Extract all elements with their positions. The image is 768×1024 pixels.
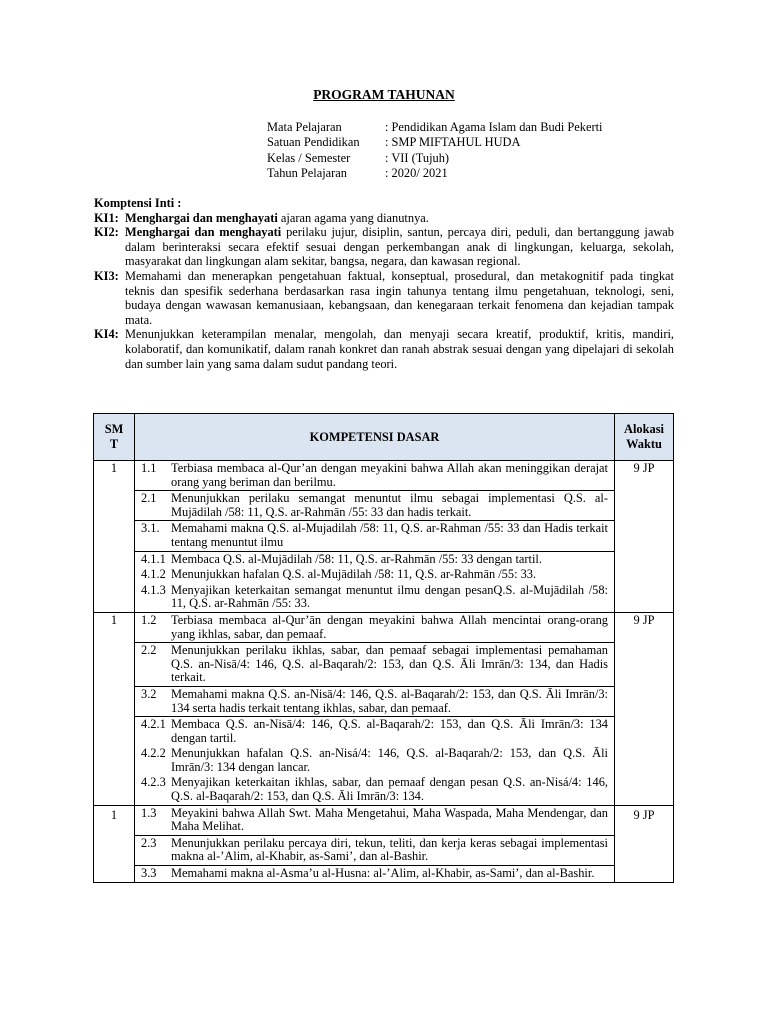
kd-entry	[135, 613, 614, 643]
ki-text	[125, 327, 674, 371]
kd-number: 4.2.2	[141, 746, 166, 761]
kd-text: Menunjukkan perilaku semangat menuntut ilmu sebagai implementasi Q.S. al-Mujādilah /58: 11, Q.S. ar-Rahmān /55: 33 dan hadis terkait.	[171, 491, 608, 519]
kd-cell	[135, 612, 615, 805]
info-value: : SMP MIFTAHUL HUDA	[385, 135, 521, 150]
kd-number: 4.2.3	[141, 775, 166, 790]
smt-cell: 1	[94, 461, 135, 613]
ki-item-1	[94, 211, 674, 226]
kd-text: Menunjukkan perilaku percaya diri, tekun, teliti, dan kerja keras sebagai implementasi makna al-’Alim, al-Khabir, as-Sami’, dan al-Bashir.	[171, 835, 608, 864]
kd-entry	[135, 461, 614, 491]
kd-number: 4.1.3	[141, 582, 166, 597]
kd-entry	[135, 583, 614, 612]
kd-text: Menunjukkan perilaku ikhlas, sabar, dan pemaaf sebagai implementasi pemahaman Q.S. an-Nisā/4: 146, Q.S. al-Baqarah/2: 153, dan Q.S. Āli Imrān/3: 134, dan Hadis terkait.	[171, 643, 608, 685]
document-info	[267, 120, 603, 181]
ki-item-3	[94, 269, 674, 327]
info-key: Mata Pelajaran	[267, 120, 342, 134]
ki-bold-text: Menghargai dan menghayati	[125, 210, 278, 225]
table-row	[94, 612, 674, 805]
info-row-class	[267, 151, 603, 166]
kompetensi-dasar-table	[93, 413, 674, 883]
ki-bold-text: Menghargai dan menghayati	[125, 225, 282, 240]
info-value: : Pendidikan Agama Islam dan Budi Pekerti	[385, 120, 603, 134]
kd-entry	[135, 836, 614, 866]
ki-body-text: perilaku jujur, disiplin, santun, percaya diri, peduli, dan bertanggung jawab dalam berinteraksi secara efektif sesuai dengan perkembangan anak di lingkungan, keluarga, sekolah, masyarakat dan lingkungan alam sekitar, bangsa, negara, dan kawasan regional.	[125, 225, 674, 269]
kd-cell	[135, 805, 615, 882]
kd-text: Menunjukkan hafalan Q.S. al-Mujādilah /58: 11, Q.S. ar-Rahmān /55: 33.	[171, 567, 537, 582]
kd-text: Menunjukkan hafalan Q.S. an-Nisá/4: 146, Q.S. al-Baqarah/2: 153, dan Q.S. Āli Imrān/3: 134 dengan lancar.	[171, 746, 608, 774]
kd-entry	[135, 521, 614, 551]
kd-entry	[135, 746, 614, 775]
ki-item-4	[94, 327, 674, 371]
kd-entry	[135, 567, 614, 583]
ki-body-text: Memahami dan menerapkan pengetahuan faktual, konseptual, prosedural, dan metakognitif pada tingkat teknis dan spesifik sederhana berdasarkan rasa ingin tahunya tentang ilmu pengetahuan, teknologi, seni, budaya dengan wawasan kemanusiaan, kebangsaan, dan kenegaraan terkait fenomena dan kejadian tampak mata.	[125, 268, 674, 327]
header-alokasi-waktu: Alokasi Waktu	[615, 414, 674, 461]
kd-text: Menyajikan keterkaitan ikhlas, sabar, dan pemaaf dengan pesan Q.S. an-Nisá/4: 146, Q.S. al-Baqarah/2: 153, dan Q.S. Āli Imrān/3: 134.	[171, 775, 608, 804]
info-row-subject	[267, 120, 603, 135]
header-kompetensi-dasar: KOMPETENSI DASAR	[135, 414, 615, 461]
kd-number: 1.3	[141, 805, 157, 820]
info-row-year	[267, 166, 603, 181]
kd-number: 1.1	[141, 461, 157, 475]
info-value: : VII (Tujuh)	[385, 150, 450, 165]
ki-body-text: ajaran agama yang dianutnya.	[277, 210, 429, 225]
info-key: Tahun Pelajaran	[267, 165, 347, 180]
ki-label: KI4:	[94, 327, 119, 342]
ki-label: KI3:	[94, 268, 119, 283]
info-key: Kelas / Semester	[267, 150, 351, 165]
table-header-row	[94, 414, 674, 461]
kd-entry	[135, 806, 614, 836]
ki-body-text: Menunjukkan keterampilan menalar, mengolah, dan menyaji secara kreatif, produktif, kritis, mandiri, kolaboratif, dan komunikatif, dalam ranah konkret dan ranah abstrak sesuai dengan yang dipelajari di sekolah dan sumber lain yang sama dalam sudut pandang teori.	[125, 327, 674, 371]
table-row	[94, 461, 674, 613]
info-row-school	[267, 135, 603, 150]
kd-text: Memahami makna Q.S. al-Mujadilah /58: 11, Q.S. ar-Rahman /55: 33 dan Hadis terkait tentang menuntut ilmu	[171, 521, 608, 549]
kd-number: 2.1	[141, 491, 157, 506]
kd-text: Membaca Q.S. al-Mujādilah /58: 11, Q.S. ar-Rahmān /55: 33 dengan tartil.	[171, 551, 542, 566]
kd-entry	[135, 687, 614, 717]
kd-text: Membaca Q.S. an-Nisā/4: 146, Q.S. al-Baqarah/2: 153, dan Q.S. Āli Imrān/3: 134 dengan tartil.	[171, 717, 608, 745]
kd-entry	[135, 491, 614, 521]
kd-entry	[135, 717, 614, 746]
ki-label: KI2:	[94, 225, 119, 240]
ki-text	[125, 225, 674, 269]
table-row	[94, 805, 674, 882]
kd-text: Meyakini bahwa Allah Swt. Maha Mengetahui, Maha Waspada, Maha Mendengar, dan Maha Melihat.	[171, 805, 608, 834]
ki-text	[125, 211, 674, 226]
smt-cell: 1	[94, 612, 135, 805]
kd-text: Memahami makna Q.S. an-Nisā/4: 146, Q.S. al-Baqarah/2: 153, dan Q.S. Āli Imrān/3: 134 serta hadis terkait tentang ikhlas, sabar, dan pemaaf.	[171, 686, 608, 715]
kd-number: 4.1.2	[141, 567, 166, 582]
kd-entry	[135, 775, 614, 804]
kd-cell	[135, 461, 615, 613]
info-key: Satuan Pendidikan	[267, 135, 360, 150]
kompetensi-inti-section	[94, 196, 674, 371]
ki-heading: Komptensi Inti :	[94, 196, 182, 210]
kd-number: 4.1.1	[141, 551, 166, 566]
kd-number: 2.3	[141, 835, 157, 850]
ki-label: KI1:	[94, 210, 119, 225]
kd-number: 3.2	[141, 686, 157, 701]
document-title: PROGRAM TAHUNAN	[313, 87, 455, 102]
alokasi-cell: 9 JP	[615, 805, 674, 882]
smt-cell: 1	[94, 805, 135, 882]
kd-number: 1.2	[141, 612, 157, 627]
kd-text: Menyajikan keterkaitan semangat menuntut ilmu dengan pesanQ.S. al-Mujādilah /58: 11, Q.S. ar-Rahmān /55: 33.	[171, 582, 608, 611]
info-value: : 2020/ 2021	[385, 165, 448, 180]
kd-text: Terbiasa membaca al-Qur’an dengan meyakini bahwa Allah akan meninggikan derajat orang yang beriman dan berilmu.	[171, 461, 608, 489]
kd-entry	[135, 643, 614, 687]
kd-number: 3.1.	[141, 521, 160, 536]
kd-number: 4.2.1	[141, 717, 166, 732]
kd-entry	[135, 552, 614, 568]
kd-entry	[135, 866, 614, 882]
alokasi-cell: 9 JP	[615, 461, 674, 613]
kd-number: 2.2	[141, 643, 157, 658]
kd-number: 3.3	[141, 866, 157, 881]
ki-text	[125, 269, 674, 327]
ki-item-2	[94, 225, 674, 269]
alokasi-cell: 9 JP	[615, 612, 674, 805]
header-smt: SMT	[94, 414, 135, 461]
kd-text: Memahami makna al-Asma’u al-Husna: al-’Alim, al-Khabir, as-Sami’, dan al-Bashir.	[171, 866, 595, 881]
kd-text: Terbiasa membaca al-Qur’ān dengan meyakini bahwa Allah mencintai orang-orang yang ikhlas, sabar, dan pemaaf.	[171, 612, 608, 641]
